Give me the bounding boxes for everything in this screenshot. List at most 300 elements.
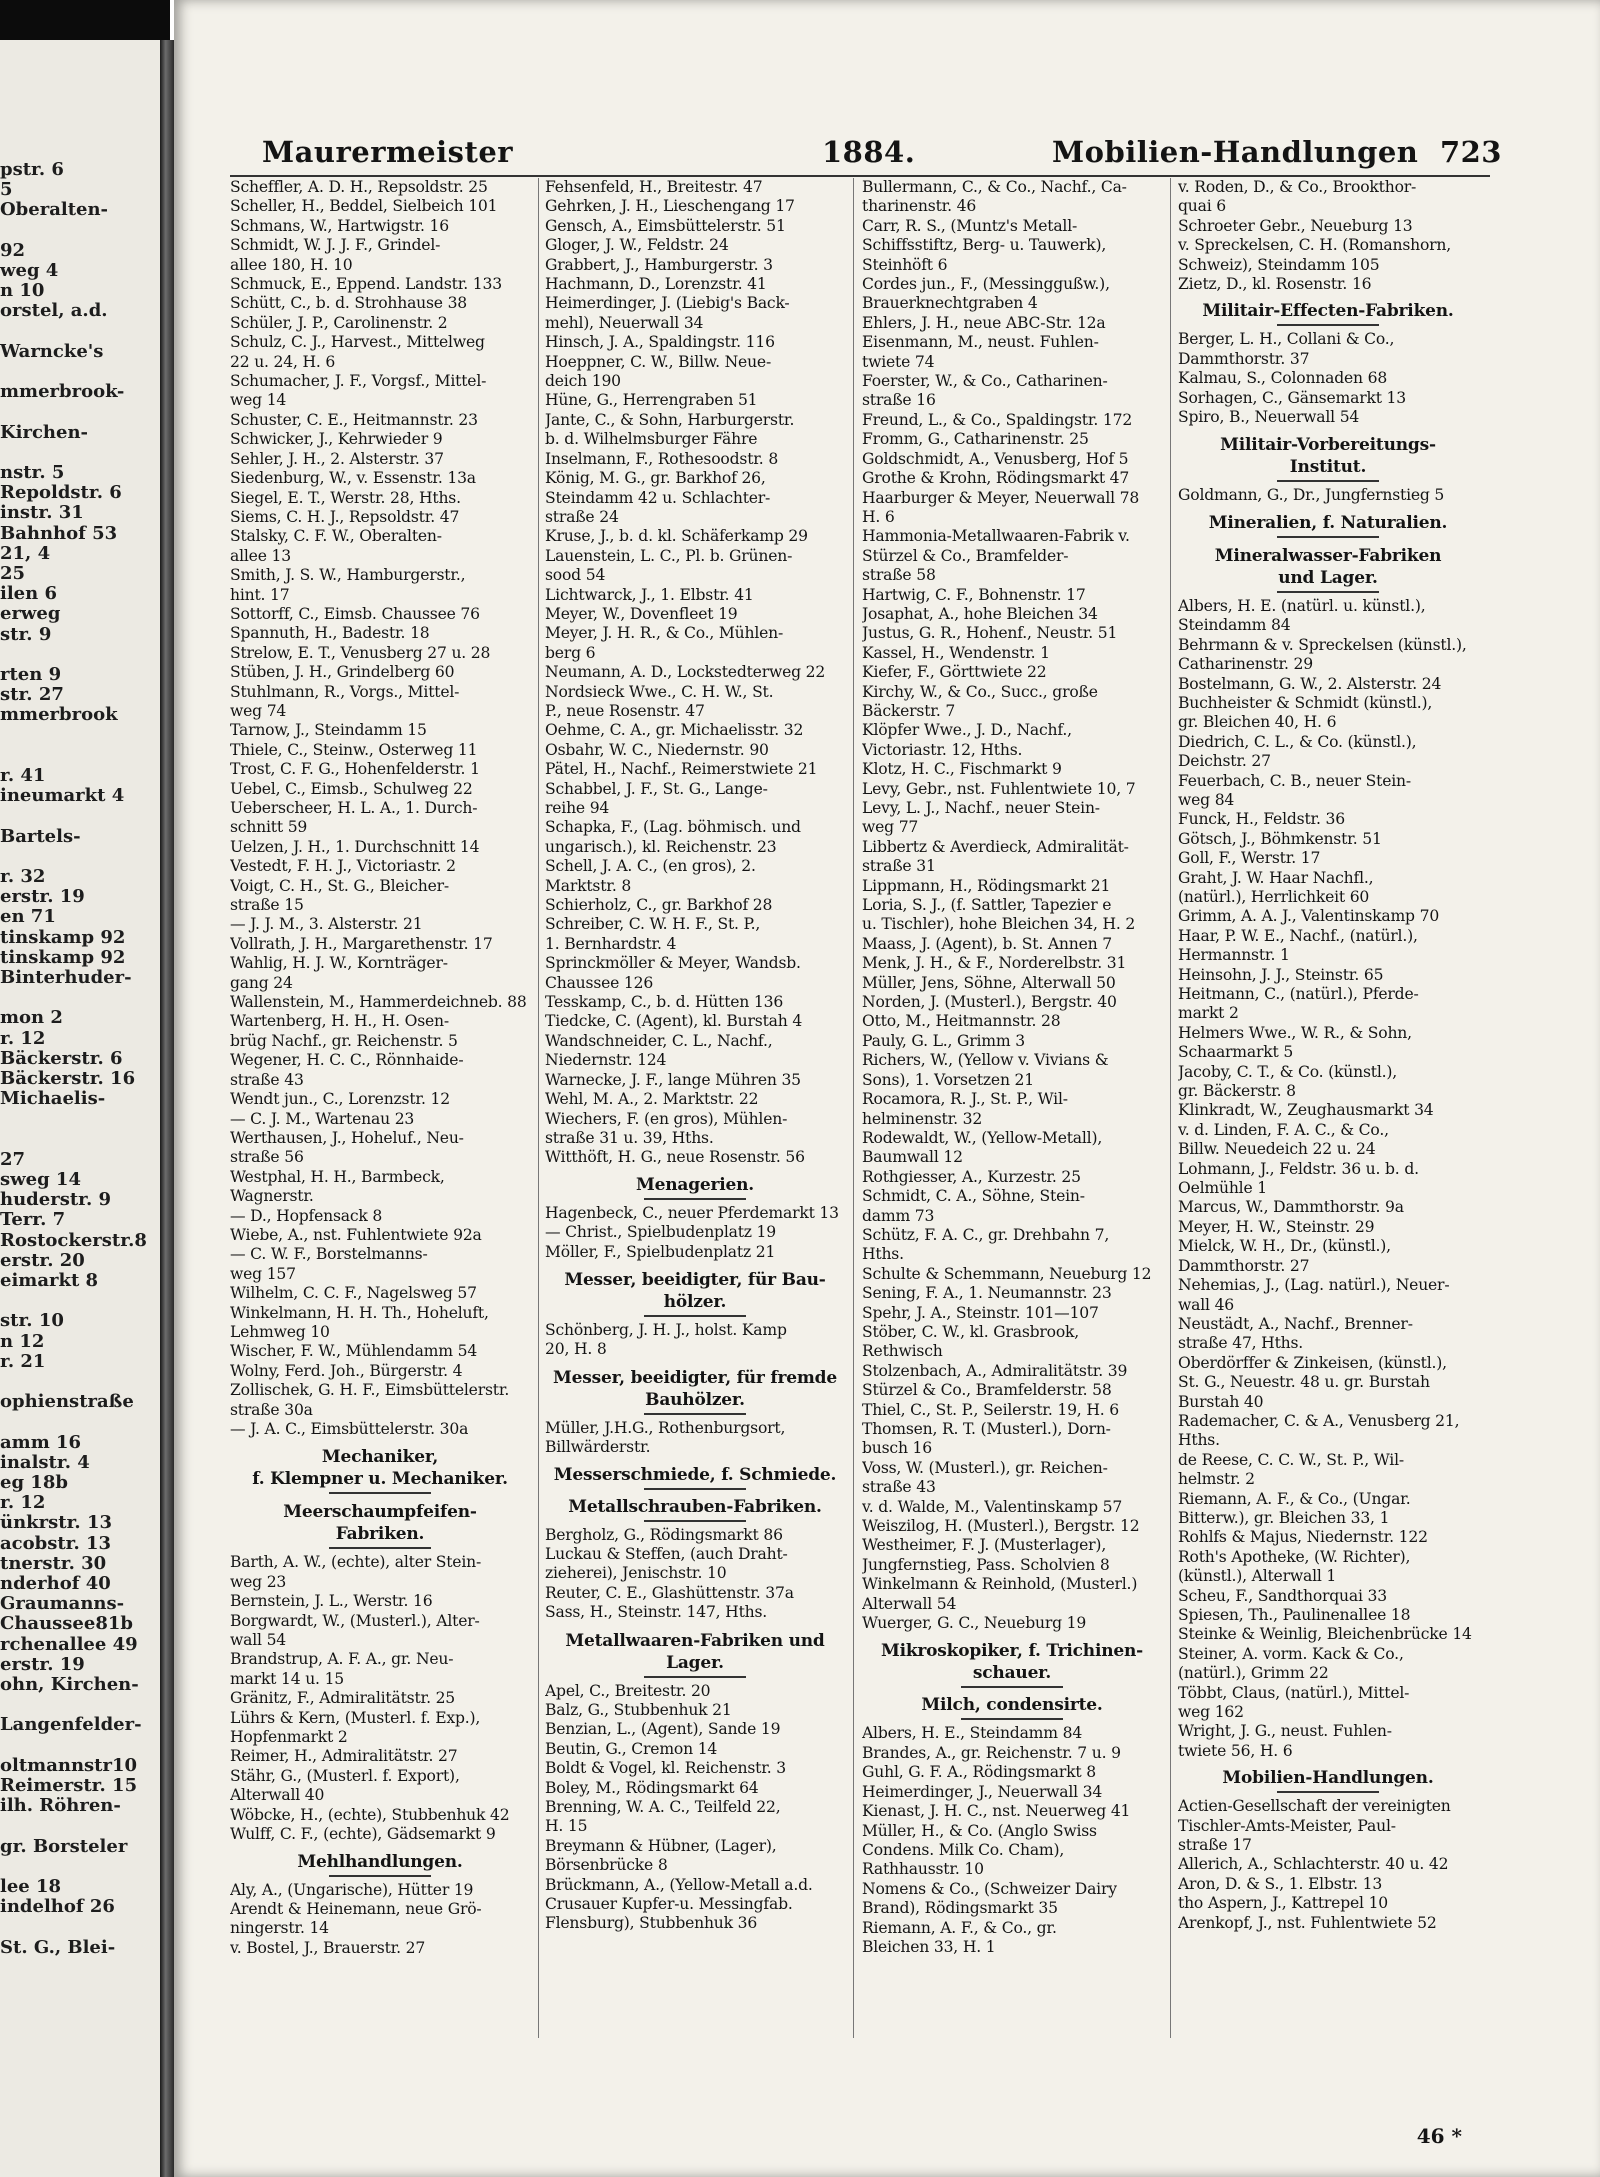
directory-entry: Marktstr. 8 bbox=[545, 876, 632, 895]
directory-entry: Brand), Rödingsmarkt 35 bbox=[862, 1899, 1058, 1918]
directory-entry: damm 73 bbox=[862, 1206, 935, 1225]
directory-entry: Wahlig, H. J. W., Kornträger- bbox=[230, 954, 448, 973]
directory-entry: Schreiber, C. W. H. F., St. P., bbox=[545, 915, 761, 934]
column-2 bbox=[545, 178, 845, 2168]
directory-entry: berg 6 bbox=[545, 643, 596, 662]
directory-entry: — J. J. M., 3. Alsterstr. 21 bbox=[230, 915, 423, 934]
directory-entry: twiete 56, H. 6 bbox=[1178, 1741, 1293, 1760]
directory-entry: Schapka, F., (Lag. böhmisch. und bbox=[545, 818, 801, 837]
section-heading: Milch, condensirte. bbox=[862, 1695, 1162, 1720]
directory-entry: Rathhausstr. 10 bbox=[862, 1860, 984, 1879]
directory-entry: busch 16 bbox=[862, 1439, 933, 1458]
facing-page-text: nstr. 5 bbox=[0, 462, 65, 483]
section-heading: Metallwaaren-Fabriken und bbox=[565, 1630, 825, 1651]
directory-entry: Többt, Claus, (natürl.), Mittel- bbox=[1178, 1683, 1410, 1702]
directory-entry: Trost, C. F. G., Hohenfelderstr. 1 bbox=[230, 760, 480, 779]
facing-page-text: en 71 bbox=[0, 906, 56, 928]
directory-entry: b. d. Wilhelmsburger Fähre bbox=[545, 430, 758, 449]
directory-entry: Albers, H. E., Steindamm 84 bbox=[862, 1724, 1083, 1743]
facing-page-text: instr. 31 bbox=[0, 502, 84, 524]
directory-entry: Neumann, A. D., Lockstedterweg 22 bbox=[545, 663, 826, 682]
directory-entry: Beutin, G., Cremon 14 bbox=[545, 1739, 718, 1758]
directory-entry: Vestedt, F. H. J., Victoriastr. 2 bbox=[230, 857, 456, 876]
facing-page-text: St. G., Blei- bbox=[0, 1936, 116, 1958]
directory-entry: Schroeter Gebr., Neueburg 13 bbox=[1178, 216, 1413, 235]
directory-entry: Uelzen, J. H., 1. Durchschnitt 14 bbox=[230, 837, 480, 856]
signature-mark: 46 * bbox=[1416, 2124, 1462, 2148]
directory-entry: Graht, J. W. Haar Nachfl., bbox=[1178, 868, 1374, 887]
facing-page-text: tinskamp 92 bbox=[0, 926, 126, 948]
directory-entry: Deichstr. 27 bbox=[1178, 752, 1271, 771]
directory-entry: ungarisch.), kl. Reichenstr. 23 bbox=[545, 837, 777, 856]
facing-page-text: rchenallee 49 bbox=[0, 1633, 138, 1655]
directory-entry: Wallenstein, M., Hammerdeichneb. 88 bbox=[230, 993, 527, 1012]
facing-page-text: acobstr. 13 bbox=[0, 1532, 112, 1554]
facing-page-text: Kirchen- bbox=[0, 421, 89, 443]
directory-entry: Foerster, W., & Co., Catharinen- bbox=[862, 372, 1108, 391]
directory-entry: Libbertz & Averdieck, Admiralität- bbox=[862, 837, 1129, 856]
directory-entry: Stuhlmann, R., Vorgs., Mittel- bbox=[230, 682, 460, 701]
directory-entry: Schiffsstiftz, Berg- u. Tauwerk), bbox=[862, 236, 1107, 255]
directory-entry: zieherei), Jenischstr. 10 bbox=[545, 1564, 727, 1583]
directory-entry: ningerstr. 14 bbox=[230, 1919, 329, 1938]
directory-entry: König, M. G., gr. Barkhof 26, bbox=[545, 469, 766, 488]
running-head-year: 1884. bbox=[822, 135, 916, 169]
directory-entry: Steindamm 42 u. Schlachter- bbox=[545, 488, 771, 507]
directory-entry: — D., Hopfensack 8 bbox=[230, 1206, 383, 1225]
directory-entry: Brückmann, A., (Yellow-Metall a.d. bbox=[545, 1875, 813, 1894]
section-heading: Militair-Effecten-Fabriken. bbox=[1178, 301, 1478, 326]
directory-entry: Alterwall 40 bbox=[230, 1786, 325, 1805]
directory-entry: Gehrken, J. H., Lieschengang 17 bbox=[545, 197, 795, 216]
directory-entry: straße 30a bbox=[230, 1400, 313, 1419]
facing-page-text: amm 16 bbox=[0, 1431, 82, 1453]
facing-page-text: ohn, Kirchen- bbox=[0, 1674, 139, 1695]
directory-entry: weg 74 bbox=[230, 701, 287, 720]
directory-entry: Schütz, F. A. C., gr. Drehbahn 7, bbox=[862, 1225, 1110, 1244]
directory-entry: Meyer, H. W., Steinstr. 29 bbox=[1178, 1217, 1375, 1236]
directory-entry: Jungfernstieg, Pass. Scholvien 8 bbox=[862, 1555, 1110, 1574]
directory-entry: Ueberscheer, H. L. A., 1. Durch- bbox=[230, 799, 478, 817]
facing-page-text: erstr. 20 bbox=[0, 1249, 85, 1271]
section-heading: und Lager. bbox=[1178, 568, 1478, 593]
directory-entry: Schumacher, J. F., Vorgsf., Mittel- bbox=[230, 372, 487, 391]
directory-entry: Oberdörffer & Zinkeisen, (künstl.), bbox=[1178, 1353, 1447, 1372]
directory-entry: Schierholz, C., gr. Barkhof 28 bbox=[545, 896, 773, 915]
directory-entry: Hachmann, D., Lorenzstr. 41 bbox=[545, 275, 767, 294]
directory-entry: v. d. Linden, F. A. C., & Co., bbox=[1178, 1120, 1389, 1139]
directory-entry: Kassel, H., Wendenstr. 1 bbox=[862, 643, 1050, 662]
directory-entry: Behrmann & v. Spreckelsen (künstl.), bbox=[1178, 635, 1467, 654]
facing-page-text: 92 bbox=[0, 239, 26, 261]
section-heading: Messer, beeidigter, für Bau- bbox=[564, 1269, 826, 1290]
directory-entry: — C. W. F., Borstelmanns- bbox=[230, 1245, 428, 1264]
section-heading: Mineralien, f. Naturalien. bbox=[1178, 513, 1478, 538]
directory-entry: reihe 94 bbox=[545, 799, 610, 817]
directory-entry: Reuter, C. E., Glashüttenstr. 37a bbox=[545, 1583, 794, 1602]
directory-entry: Steiner, A. vorm. Kack & Co., bbox=[1178, 1644, 1404, 1663]
directory-entry: Fromm, G., Catharinenstr. 25 bbox=[862, 430, 1089, 449]
facing-page-text: sweg 14 bbox=[0, 1169, 81, 1190]
directory-entry: Arenkopf, J., nst. Fuhlentwiete 52 bbox=[1178, 1913, 1437, 1932]
directory-entry: Scheffler, A. D. H., Repsoldstr. 25 bbox=[230, 178, 488, 196]
directory-entry: Menk, J. H., & F., Norderelbstr. 31 bbox=[862, 954, 1127, 973]
directory-entry: Osbahr, W. C., Niedernstr. 90 bbox=[545, 740, 769, 759]
directory-entry: Wegener, H. C. C., Rönnhaide- bbox=[230, 1051, 464, 1070]
facing-page-text: r. 12 bbox=[0, 1027, 46, 1049]
directory-entry: St. G., Neuestr. 48 u. gr. Burstah bbox=[1178, 1373, 1430, 1392]
directory-entry: Lohmann, J., Feldstr. 36 u. b. d. bbox=[1178, 1159, 1419, 1178]
section-heading: Mobilien-Handlungen. bbox=[1178, 1768, 1478, 1793]
directory-entry: Sottorff, C., Eimsb. Chaussee 76 bbox=[230, 604, 480, 623]
facing-page-text: mmerbrook bbox=[0, 704, 118, 726]
facing-page-text: tinskamp 92 bbox=[0, 946, 126, 968]
directory-entry: v. Bostel, J., Brauerstr. 27 bbox=[230, 1938, 426, 1957]
directory-entry: Jacoby, C. T., & Co. (künstl.), bbox=[1178, 1062, 1398, 1081]
directory-entry: Maass, J. (Agent), b. St. Annen 7 bbox=[862, 934, 1112, 953]
directory-entry: Müller, J.H.G., Rothenburgsort, bbox=[545, 1418, 786, 1437]
directory-entry: Feuerbach, C. B., neuer Stein- bbox=[1178, 771, 1411, 790]
directory-entry: twiete 74 bbox=[862, 352, 935, 371]
directory-entry: Wolny, Ferd. Joh., Bürgerstr. 4 bbox=[230, 1361, 463, 1380]
directory-entry: weg 157 bbox=[230, 1264, 296, 1283]
directory-entry: Haar, P. W. E., Nachf., (natürl.), bbox=[1178, 926, 1418, 945]
directory-entry: wall 46 bbox=[1178, 1295, 1235, 1314]
directory-entry: Meyer, W., Dovenfleet 19 bbox=[545, 604, 738, 623]
directory-entry: Brenning, W. A. C., Teilfeld 22, bbox=[545, 1798, 781, 1817]
directory-entry: Rethwisch bbox=[862, 1342, 943, 1361]
section-heading: Meerschaumpfeifen- bbox=[283, 1502, 477, 1523]
directory-entry: Wiebe, A., nst. Fuhlentwiete 92a bbox=[230, 1225, 482, 1244]
directory-entry: weg 77 bbox=[862, 818, 919, 837]
directory-entry: Rothgiesser, A., Kurzestr. 25 bbox=[862, 1167, 1081, 1186]
directory-entry: Wright, J. G., neust. Fuhlen- bbox=[1178, 1722, 1392, 1741]
directory-entry: Dammthorstr. 27 bbox=[1178, 1256, 1310, 1275]
directory-entry: Scheu, F., Sandthorquai 33 bbox=[1178, 1586, 1387, 1605]
directory-entry: Aly, A., (Ungarische), Hütter 19 bbox=[230, 1880, 474, 1899]
facing-page-text: erweg bbox=[0, 603, 61, 625]
directory-entry: helminenstr. 32 bbox=[862, 1109, 983, 1128]
facing-page-text: nderhof 40 bbox=[0, 1573, 111, 1594]
directory-entry: Hinsch, J. A., Spaldingstr. 116 bbox=[545, 333, 775, 352]
directory-entry: Voigt, C. H., St. G., Bleicher- bbox=[230, 876, 449, 895]
directory-entry: Steinhöft 6 bbox=[862, 255, 948, 274]
directory-entry: Buchheister & Schmidt (künstl.), bbox=[1178, 693, 1433, 712]
facing-page-text: indelhof 26 bbox=[0, 1896, 115, 1918]
facing-page-text: Oberalten- bbox=[0, 199, 109, 221]
section-heading: Messerschmiede, f. Schmiede. bbox=[545, 1465, 845, 1490]
directory-entry: (natürl.), Herrlichkeit 60 bbox=[1178, 887, 1370, 906]
directory-entry: Haarburger & Meyer, Neuerwall 78 bbox=[862, 488, 1140, 507]
directory-entry: Diedrich, C. L., & Co. (künstl.), bbox=[1178, 732, 1417, 751]
directory-entry: Riemann, A. F., & Co., gr. bbox=[862, 1918, 1057, 1937]
directory-entry: Bullermann, C., & Co., Nachf., Ca- bbox=[862, 178, 1127, 196]
directory-entry: straße 24 bbox=[545, 507, 619, 526]
directory-entry: Wandschneider, C. L., Nachf., bbox=[545, 1031, 773, 1050]
directory-entry: Klotz, H. C., Fischmarkt 9 bbox=[862, 760, 1062, 779]
directory-entry: gr. Bäckerstr. 8 bbox=[1178, 1082, 1296, 1101]
directory-entry: Lippmann, H., Rödingsmarkt 21 bbox=[862, 876, 1111, 895]
directory-entry: Möller, F., Spielbudenplatz 21 bbox=[545, 1242, 776, 1261]
directory-entry: Norden, J. (Musterl.), Bergstr. 40 bbox=[862, 993, 1117, 1012]
directory-entry: Rodewaldt, W., (Yellow-Metall), bbox=[862, 1128, 1103, 1147]
directory-entry: Strelow, E. T., Venusberg 27 u. 28 bbox=[230, 643, 491, 662]
directory-entry: straße 47, Hths. bbox=[1178, 1334, 1304, 1353]
directory-entry: Spiesen, Th., Paulinenallee 18 bbox=[1178, 1606, 1411, 1624]
directory-entry: Kiefer, F., Görttwiete 22 bbox=[862, 663, 1047, 682]
directory-entry: Warnecke, J. F., lange Mühren 35 bbox=[545, 1070, 801, 1089]
directory-entry: Lauenstein, L. C., Pl. b. Grünen- bbox=[545, 546, 793, 565]
facing-page-text: rten 9 bbox=[0, 664, 62, 685]
directory-entry: Pätel, H., Nachf., Reimerstwiete 21 bbox=[545, 760, 818, 779]
directory-entry: Steinke & Weinlig, Bleichenbrücke 14 bbox=[1178, 1625, 1472, 1644]
directory-entry: Klöpfer Wwe., J. D., Nachf., bbox=[862, 721, 1072, 740]
column-4 bbox=[1178, 178, 1478, 2168]
facing-page-text: Warncke's bbox=[0, 340, 104, 362]
directory-entry: Spehr, J. A., Steinstr. 101—107 bbox=[862, 1303, 1099, 1322]
section-heading: Mineralwasser-Fabriken bbox=[1214, 545, 1442, 566]
directory-entry: Balz, G., Stubbenhuk 21 bbox=[545, 1701, 732, 1719]
directory-entry: Witthöft, H. G., neue Rosenstr. 56 bbox=[545, 1148, 805, 1167]
directory-entry: weg 84 bbox=[1178, 790, 1235, 809]
directory-entry: Bernstein, J. L., Werstr. 16 bbox=[230, 1592, 433, 1611]
directory-entry: Kienast, J. H. C., nst. Neuerweg 41 bbox=[862, 1802, 1131, 1821]
directory-entry: Kruse, J., b. d. kl. Schäferkamp 29 bbox=[545, 527, 808, 546]
directory-entry: Weiszilog, H. (Musterl.), Bergstr. 12 bbox=[862, 1517, 1140, 1536]
directory-entry: Siegel, E. T., Werstr. 28, Hths. bbox=[230, 488, 461, 507]
directory-entry: Schönberg, J. H. J., holst. Kamp bbox=[545, 1320, 787, 1339]
directory-entry: Wilhelm, C. C. F., Nagelsweg 57 bbox=[230, 1284, 477, 1303]
directory-entry: Stürzel & Co., Bramfelderstr. 58 bbox=[862, 1381, 1112, 1400]
directory-entry: Grothe & Krohn, Rödingsmarkt 47 bbox=[862, 469, 1130, 488]
directory-entry: Müller, Jens, Söhne, Alterwall 50 bbox=[862, 973, 1116, 992]
directory-entry: hint. 17 bbox=[230, 585, 290, 604]
directory-entry: v. d. Walde, M., Valentinskamp 57 bbox=[862, 1497, 1123, 1516]
directory-entry: Wehl, M. A., 2. Marktstr. 22 bbox=[545, 1090, 759, 1109]
directory-entry: Funck, H., Feldstr. 36 bbox=[1178, 810, 1346, 829]
directory-entry: Goldschmidt, A., Venusberg, Hof 5 bbox=[862, 449, 1129, 468]
directory-entry: Hermannstr. 1 bbox=[1178, 946, 1290, 965]
facing-page-text: Bartels- bbox=[0, 825, 81, 847]
directory-entry: Gränitz, F., Admiralitätstr. 25 bbox=[230, 1689, 456, 1708]
directory-entry: Ehlers, J. H., neue ABC-Str. 12a bbox=[862, 313, 1106, 332]
directory-entry: allee 180, H. 10 bbox=[230, 255, 353, 274]
directory-entry: Stalsky, C. F. W., Oberalten- bbox=[230, 527, 442, 546]
directory-entry: v. Spreckelsen, C. H. (Romanshorn, bbox=[1178, 236, 1452, 255]
directory-entry: tharinenstr. 46 bbox=[862, 197, 977, 216]
directory-entry: Sons), 1. Vorsetzen 21 bbox=[862, 1070, 1035, 1089]
facing-page-text: huderstr. 9 bbox=[0, 1189, 112, 1211]
directory-entry: Uebel, C., Eimsb., Schulweg 22 bbox=[230, 779, 473, 798]
page-header bbox=[262, 135, 1502, 171]
directory-entry: Wöbcke, H., (echte), Stubbenhuk 42 bbox=[230, 1805, 510, 1824]
directory-entry: Kirchy, W., & Co., Succ., große bbox=[862, 682, 1098, 701]
directory-entry: Bäckerstr. 7 bbox=[862, 701, 956, 720]
facing-page-text: r. 41 bbox=[0, 765, 46, 786]
directory-entry: Levy, L. J., Nachf., neuer Stein- bbox=[862, 799, 1100, 817]
directory-entry: Bleichen 33, H. 1 bbox=[862, 1937, 996, 1956]
directory-entry: Josaphat, A., hohe Bleichen 34 bbox=[862, 604, 1098, 623]
directory-entry: u. Tischler), hohe Bleichen 34, H. 2 bbox=[862, 915, 1136, 934]
directory-entry: Wiechers, F. (en gros), Mühlen- bbox=[545, 1109, 788, 1128]
directory-entry: Tiedcke, C. (Agent), kl. Burstah 4 bbox=[545, 1012, 803, 1031]
directory-entry: Aron, D. & S., 1. Elbstr. 13 bbox=[1178, 1874, 1383, 1893]
directory-entry: Alterwall 54 bbox=[862, 1594, 957, 1613]
facing-page-text: inalstr. 4 bbox=[0, 1451, 90, 1473]
facing-page-text: mon 2 bbox=[0, 1007, 63, 1029]
directory-entry: Hths. bbox=[1178, 1431, 1220, 1450]
section-heading: Mikroskopiker, f. Trichinen- bbox=[880, 1641, 1144, 1662]
directory-entry: Schmans, W., Hartwigstr. 16 bbox=[230, 216, 449, 235]
directory-entry: — J. A. C., Eimsbüttelerstr. 30a bbox=[230, 1420, 469, 1438]
directory-entry: Sprinckmöller & Meyer, Wandsb. bbox=[545, 954, 801, 973]
section-heading: schauer. bbox=[862, 1663, 1162, 1688]
directory-entry: Oelmühle 1 bbox=[1178, 1179, 1267, 1198]
directory-entry: Fehsenfeld, H., Breitestr. 47 bbox=[545, 178, 763, 196]
directory-entry: markt 2 bbox=[1178, 1004, 1239, 1023]
directory-entry: tho Aspern, J., Kattrepel 10 bbox=[1178, 1894, 1389, 1913]
directory-entry: Hopfenmarkt 2 bbox=[230, 1728, 348, 1747]
directory-entry: Westphal, H. H., Barmbeck, bbox=[230, 1167, 445, 1186]
directory-entry: Winkelmann & Reinhold, (Musterl.) bbox=[862, 1575, 1138, 1594]
directory-entry: Otto, M., Heitmannstr. 28 bbox=[862, 1012, 1061, 1031]
facing-page-text: Chaussee81b bbox=[0, 1613, 133, 1635]
facing-page-text: ilen 6 bbox=[0, 583, 58, 605]
directory-entry: Zietz, D., kl. Rosenstr. 16 bbox=[1178, 275, 1372, 294]
facing-page-text: orstel, a.d. bbox=[0, 300, 108, 322]
directory-entry: Hüne, G., Herrengraben 51 bbox=[545, 391, 758, 410]
directory-entry: Stürzel & Co., Bramfelder- bbox=[862, 546, 1069, 565]
directory-entry: Hammonia-Metallwaaren-Fabrik v. bbox=[862, 527, 1130, 546]
directory-entry: Chaussee 126 bbox=[545, 973, 654, 992]
directory-entry: Cordes jun., F., (Messinggußw.), bbox=[862, 275, 1110, 294]
directory-entry: Hoeppner, C. W., Billw. Neue- bbox=[545, 352, 772, 371]
directory-entry: Tesskamp, C., b. d. Hütten 136 bbox=[545, 993, 784, 1012]
directory-entry: Flensburg), Stubbenhuk 36 bbox=[545, 1914, 758, 1933]
directory-entry: Stähr, G., (Musterl. f. Export), bbox=[230, 1766, 460, 1785]
directory-entry: Gensch, A., Eimsbüttelerstr. 51 bbox=[545, 216, 786, 235]
section-heading: Bauhölzer. bbox=[545, 1390, 845, 1415]
section-heading: Fabriken. bbox=[230, 1524, 530, 1549]
directory-entry: Westheimer, F. J. (Musterlager), bbox=[862, 1536, 1107, 1555]
running-head-title: Mobilien-Handlungen bbox=[1052, 135, 1419, 169]
column-1 bbox=[230, 178, 530, 2168]
directory-entry: Victoriastr. 12, Hths. bbox=[862, 740, 1023, 759]
directory-entry: sood 54 bbox=[545, 566, 606, 585]
facing-page-text: ünkrstr. 13 bbox=[0, 1512, 112, 1534]
directory-entry: Sorhagen, C., Gänsemarkt 13 bbox=[1178, 388, 1406, 407]
section-heading: hölzer. bbox=[545, 1292, 845, 1317]
directory-entry: Rohlfs & Majus, Niedernstr. 122 bbox=[1178, 1528, 1428, 1547]
facing-page-text: Michaelis- bbox=[0, 1088, 106, 1110]
directory-entry: Apel, C., Breitestr. 20 bbox=[545, 1681, 711, 1700]
directory-entry: (künstl.), Alterwall 1 bbox=[1178, 1567, 1337, 1586]
facing-page-text: r. 12 bbox=[0, 1492, 46, 1514]
directory-entry: Klinkradt, W., Zeughausmarkt 34 bbox=[1178, 1101, 1434, 1120]
directory-entry: Nehemias, J., (Lag. natürl.), Neuer- bbox=[1178, 1276, 1450, 1295]
directory-entry: Schell, J. A. C., (en gros), 2. bbox=[545, 857, 756, 876]
directory-entry: Schmidt, W. J. J. F., Grindel- bbox=[230, 236, 441, 255]
directory-entry: 1. Bernhardstr. 4 bbox=[545, 934, 677, 953]
directory-entry: deich 190 bbox=[545, 372, 621, 391]
directory-entry: Marcus, W., Dammthorstr. 9a bbox=[1178, 1198, 1404, 1217]
section-heading: Metallschrauben-Fabriken. bbox=[545, 1497, 845, 1522]
directory-entry: Dammthorstr. 37 bbox=[1178, 349, 1310, 368]
facing-page-text: Bahnhof 53 bbox=[0, 522, 118, 544]
directory-entry: Schuster, C. E., Heitmannstr. 23 bbox=[230, 410, 478, 429]
section-heading: Institut. bbox=[1178, 457, 1478, 482]
column-divider bbox=[1170, 178, 1171, 2038]
facing-page-text: Reimerstr. 15 bbox=[0, 1775, 138, 1796]
directory-entry: Börsenbrücke 8 bbox=[545, 1856, 668, 1875]
directory-entry: Wagnerstr. bbox=[230, 1187, 314, 1206]
directory-entry: gang 24 bbox=[230, 973, 293, 992]
directory-entry: Justus, G. R., Hohenf., Neustr. 51 bbox=[862, 624, 1118, 643]
directory-entry: 20, H. 8 bbox=[545, 1340, 607, 1359]
directory-entry: wall 54 bbox=[230, 1631, 287, 1650]
facing-page-text: Graumanns- bbox=[0, 1593, 125, 1615]
directory-entry: (natürl.), Grimm 22 bbox=[1178, 1664, 1329, 1683]
section-heading: Militair-Vorbereitungs- bbox=[1220, 435, 1436, 456]
directory-entry: Lichtwarck, J., 1. Elbstr. 41 bbox=[545, 585, 754, 604]
facing-page-text: Bäckerstr. 16 bbox=[0, 1068, 136, 1089]
directory-entry: Grimm, A. A. J., Valentinskamp 70 bbox=[1178, 907, 1440, 926]
directory-entry: Baumwall 12 bbox=[862, 1148, 963, 1167]
directory-entry: Kalmau, S., Colonnaden 68 bbox=[1178, 369, 1388, 388]
directory-entry: Wischer, F. W., Mühlendamm 54 bbox=[230, 1342, 478, 1361]
directory-entry: Condens. Milk Co. Cham), bbox=[862, 1840, 1065, 1859]
directory-entry: Wulff, C. F., (echte), Gädsemarkt 9 bbox=[230, 1825, 496, 1844]
directory-entry: Müller, H., & Co. (Anglo Swiss bbox=[862, 1821, 1097, 1840]
directory-entry: helmstr. 2 bbox=[1178, 1470, 1255, 1489]
directory-entry: Heinsohn, J. J., Steinstr. 65 bbox=[1178, 965, 1384, 984]
directory-entry: straße 43 bbox=[230, 1070, 304, 1089]
directory-entry: Freund, L., & Co., Spaldingstr. 172 bbox=[862, 410, 1133, 429]
directory-entry: Hagenbeck, C., neuer Pferdemarkt 13 bbox=[545, 1203, 839, 1222]
section-heading: Lager. bbox=[545, 1653, 845, 1678]
facing-page-text: Terr. 7 bbox=[0, 1209, 66, 1231]
facing-page-text: lee 18 bbox=[0, 1876, 62, 1897]
directory-entry: Lehmweg 10 bbox=[230, 1322, 330, 1341]
directory-entry: straße 15 bbox=[230, 896, 304, 915]
facing-page-text: ilh. Röhren- bbox=[0, 1795, 121, 1817]
facing-page-text: eg 18b bbox=[0, 1472, 68, 1493]
facing-page-text: pstr. 6 bbox=[0, 159, 64, 180]
facing-page-fragment bbox=[0, 40, 160, 2177]
directory-entry: weg 23 bbox=[230, 1572, 287, 1591]
directory-entry: Albers, H. E. (natürl. u. künstl.), bbox=[1178, 596, 1426, 615]
directory-entry: Schulte & Schemmann, Neueburg 12 bbox=[862, 1264, 1152, 1283]
directory-entry: — Christ., Spielbudenplatz 19 bbox=[545, 1223, 776, 1242]
directory-entry: Helmers Wwe., W. R., & Sohn, bbox=[1178, 1023, 1412, 1042]
directory-entry: brüg Nachf., gr. Reichenstr. 5 bbox=[230, 1031, 458, 1050]
directory-entry: Neustädt, A., Nachf., Brenner- bbox=[1178, 1314, 1413, 1333]
directory-entry: Heitmann, C., (natürl.), Pferde- bbox=[1178, 985, 1419, 1003]
facing-page-text: 25 bbox=[0, 563, 26, 584]
directory-entry: Barth, A. W., (echte), alter Stein- bbox=[230, 1553, 482, 1572]
directory-entry: Siedenburg, W., v. Essenstr. 13a bbox=[230, 469, 476, 488]
directory-entry: Hths. bbox=[862, 1245, 904, 1264]
directory-entry: Burstah 40 bbox=[1178, 1392, 1264, 1411]
facing-page-text: str. 10 bbox=[0, 1310, 64, 1332]
directory-entry: Arendt & Heinemann, neue Grö- bbox=[230, 1899, 482, 1918]
directory-entry: Billwärderstr. bbox=[545, 1438, 651, 1457]
directory-entry: allee 13 bbox=[230, 546, 291, 565]
directory-entry: Benzian, L., (Agent), Sande 19 bbox=[545, 1720, 781, 1739]
directory-entry: Steindamm 84 bbox=[1178, 616, 1291, 635]
directory-entry: H. 15 bbox=[545, 1817, 588, 1836]
directory-entry: Tarnow, J., Steindamm 15 bbox=[230, 721, 427, 740]
